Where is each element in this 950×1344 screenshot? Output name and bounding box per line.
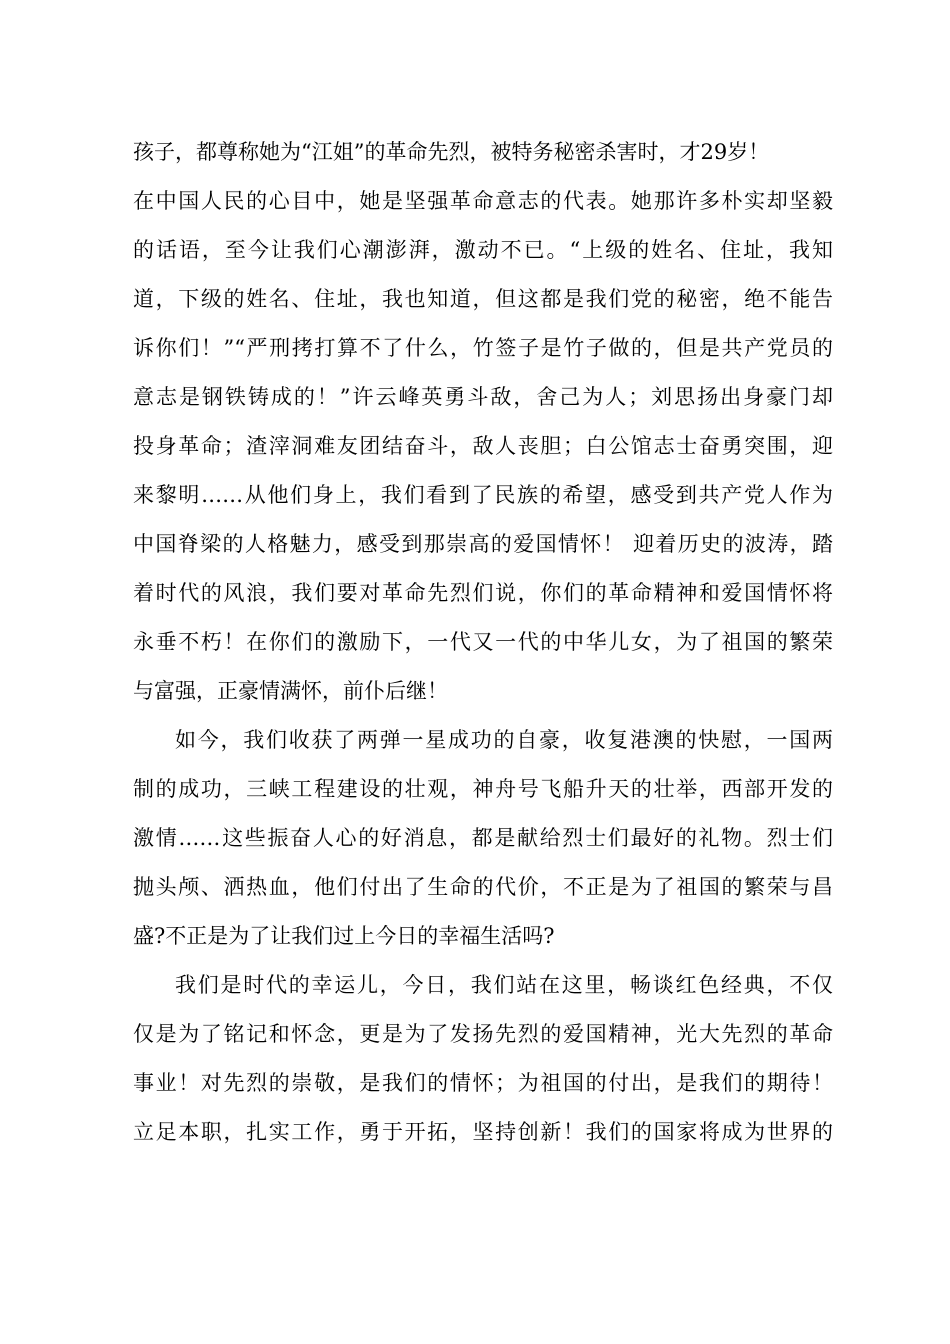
text-line: 事业！对先烈的崇敬，是我们的情怀；为祖国的付出，是我们的期待！ (133, 1071, 833, 1095)
paragraph (133, 716, 833, 961)
text-line: 着时代的风浪，我们要对革命先烈们说，你们的革命精神和爱国情怀将 (133, 581, 833, 605)
text-line: 立足本职，扎实工作，勇于开拓，坚持创新！我们的国家将成为世界的 (133, 1120, 833, 1144)
text-line: 制的成功，三峡工程建设的壮观，神舟号飞船升天的壮举，西部开发的 (133, 777, 833, 801)
paragraph (133, 961, 833, 1157)
text-line: 激情……这些振奋人心的好消息，都是献给烈士们最好的礼物。烈士们 (133, 826, 833, 850)
text-line: 我们是时代的幸运儿，今日，我们站在这里，畅谈红色经典，不仅 (175, 973, 833, 997)
document-body (133, 128, 833, 1157)
text-line: 永垂不朽！在你们的激励下，一代又一代的中华儿女，为了祖国的繁荣 (133, 630, 833, 654)
text-line: 抛头颅、洒热血，他们付出了生命的代价，不正是为了祖国的繁荣与昌 (133, 875, 833, 899)
text-line: 的话语，至今让我们心潮澎湃，激动不已。“上级的姓名、住址，我知 (133, 238, 833, 262)
text-line: 意志是钢铁铸成的！”许云峰英勇斗敌，舍己为人；刘思扬出身豪门却 (133, 385, 833, 409)
text-line: 如今，我们收获了两弹一星成功的自豪，收复港澳的快慰，一国两 (175, 728, 833, 752)
text-line: 投身革命；渣滓洞难友团结奋斗，敌人丧胆；白公馆志士奋勇突围，迎 (133, 434, 833, 458)
text-line: 中国脊梁的人格魅力，感受到那崇高的爱国情怀！ 迎着历史的波涛，踏 (133, 532, 833, 556)
text-line: 与富强，正豪情满怀，前仆后继！ (133, 679, 448, 703)
text-line: 道，下级的姓名、住址，我也知道，但这都是我们党的秘密，绝不能告 (133, 287, 833, 311)
text-line: 孩子，都尊称她为“江姐”的革命先烈，被特务秘密杀害时，才29岁！ (133, 140, 770, 164)
text-line: 来黎明……从他们身上，我们看到了民族的希望，感受到共产党人作为 (133, 483, 833, 507)
text-line: 仅是为了铭记和怀念，更是为了发扬先烈的爱国精神，光大先烈的革命 (133, 1022, 833, 1046)
text-line: 在中国人民的心目中，她是坚强革命意志的代表。她那许多朴实却坚毅 (133, 189, 833, 213)
paragraph (133, 177, 833, 716)
paragraph (133, 128, 833, 177)
text-line: 诉你们！”“严刑拷打算不了什么，竹签子是竹子做的，但是共产党员的 (133, 336, 833, 360)
text-line: 盛?不正是为了让我们过上今日的幸福生活吗? (133, 924, 555, 948)
